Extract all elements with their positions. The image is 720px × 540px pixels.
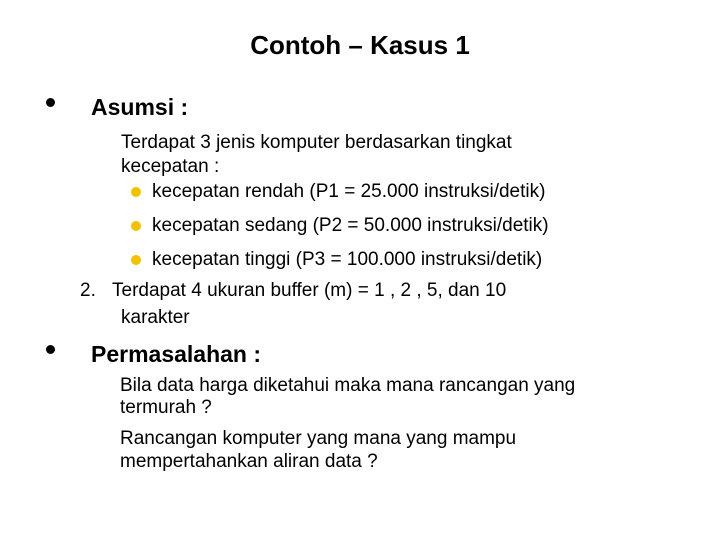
assumption-2-line-1: Terdapat 4 ukuran buffer (m) = 1 , 2 , 5, dan 10 [112,280,507,301]
assumption-2-line-2: karakter [121,307,190,328]
speed-item-low: kecepatan rendah (P1 = 25.000 instruksi/detik) [152,181,546,202]
problem-1-line-2: termurah ? [120,397,212,418]
problem-1-line-1: Bila data harga diketahui maka mana rancangan yang [120,375,576,396]
assumption-2-marker: 2. [80,280,96,301]
problem-2-line-1: Rancangan komputer yang mana yang mampu [120,428,517,449]
assumptions-heading: Asumsi : [91,94,189,120]
slide-title: Contoh – Kasus 1 [250,30,470,60]
assumption-1-line-2: kecepatan : [121,156,220,177]
speed-bullet-icon [131,221,141,231]
problem-2-line-2: mempertahankan aliran data ? [120,451,378,472]
speed-item-high: kecepatan tinggi (P3 = 100.000 instruksi/detik) [152,249,543,270]
problems-heading: Permasalahan : [91,341,262,367]
assumption-1-line-1: Terdapat 3 jenis komputer berdasarkan tingkat [121,132,512,153]
section-bullet-assumptions [46,98,55,107]
speed-bullet-icon [131,187,141,197]
speed-bullet-icon [131,255,141,265]
speed-item-medium: kecepatan sedang (P2 = 50.000 instruksi/detik) [152,215,549,236]
section-bullet-problems [46,345,55,354]
